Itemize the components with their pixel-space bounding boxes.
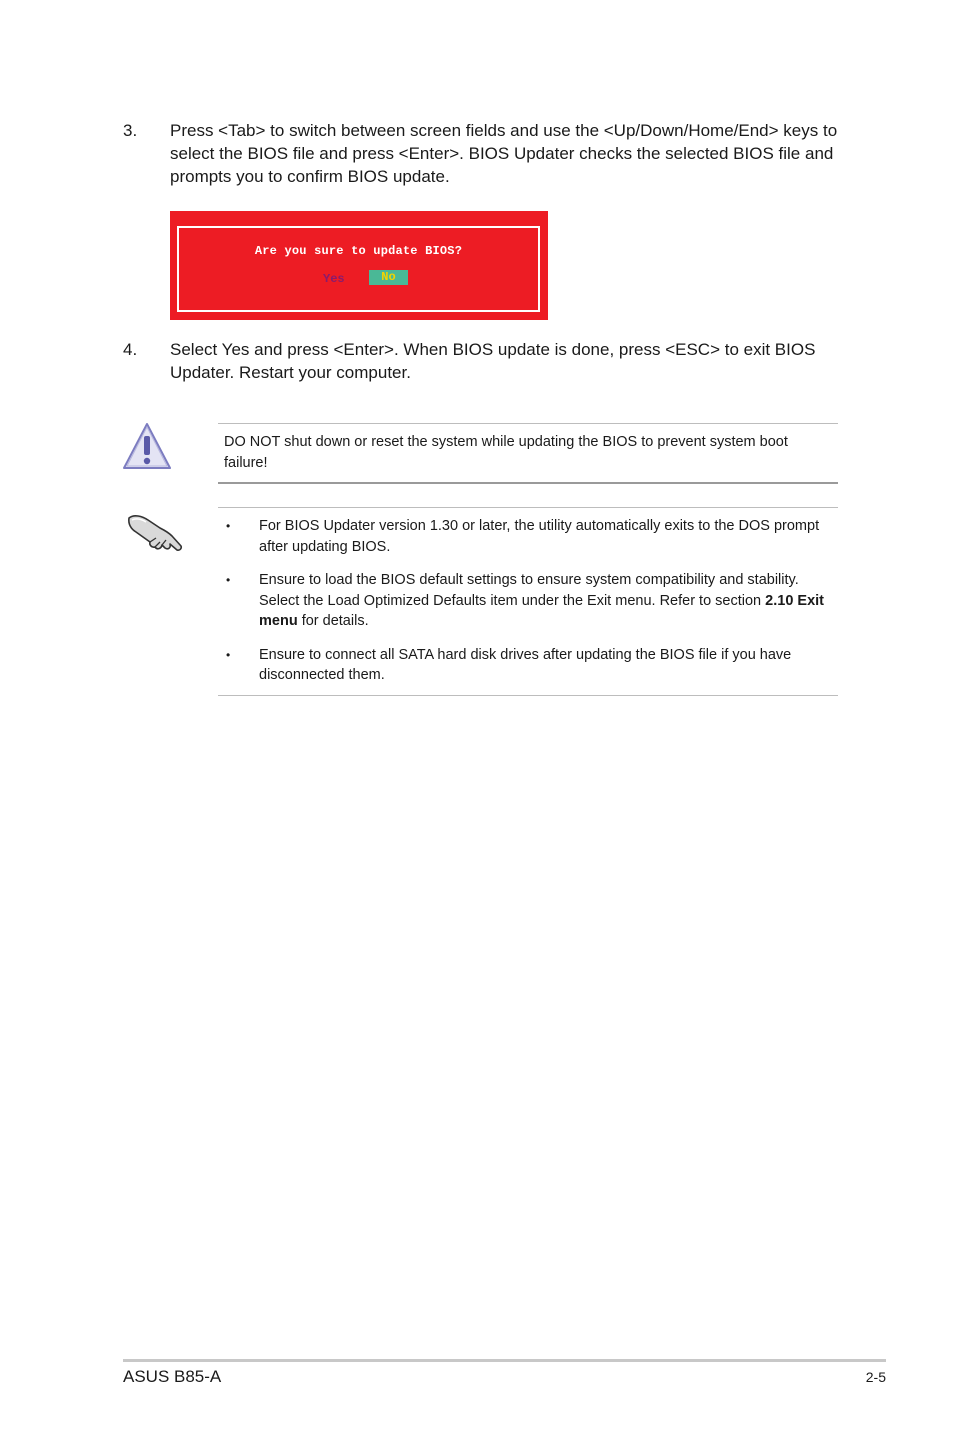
notes-bottom-rule [218, 695, 838, 696]
yes-button[interactable]: Yes [323, 272, 345, 286]
warning-top-rule [218, 423, 838, 424]
no-button[interactable]: No [369, 270, 408, 285]
dialog-question: Are you sure to update BIOS? [254, 244, 463, 258]
section-reference: 2.10 Exit menu [259, 592, 824, 629]
dialog-frame [177, 226, 540, 312]
footer-rule [123, 1359, 886, 1362]
list-item: • Ensure to load the BIOS default settings to ensure system compatibility and stability. Select the Load Optimized Defaults item under the Exit menu. Refer to section 2.10 Exit menu for details. [226, 572, 824, 629]
bullet: • [226, 647, 231, 662]
notes-top-rule [218, 507, 838, 508]
bullet: • [226, 573, 231, 587]
step-text: Press <Tab> to switch between screen fields and use the <Up/Down/Home/End> keys to select the BIOS file and press <Enter>. BIOS Updater checks the selected BIOS file and prompts you to confirm BIOS update. [170, 121, 838, 186]
product-name: ASUS B85-A [123, 1367, 222, 1386]
bios-update-confirm-dialog [170, 211, 548, 320]
step-number: 4. [123, 340, 138, 359]
list-item: • For BIOS Updater version 1.30 or later, the utility automatically exits to the DOS prompt after updating BIOS. [226, 518, 820, 555]
bullet: • [226, 519, 231, 533]
warning-bottom-rule [218, 482, 838, 484]
step-text: Select Yes and press <Enter>. When BIOS update is done, press <ESC> to exit BIOS Updater. Restart your computer. [170, 340, 816, 382]
note-hand-icon [126, 508, 184, 554]
list-item: • Ensure to connect all SATA hard disk drives after updating the BIOS file if you have disconnected them. [226, 646, 792, 683]
warning-triangle-icon [122, 422, 172, 472]
warning-text: DO NOT shut down or reset the system while updating the BIOS to prevent system boot failure! [224, 434, 788, 471]
page-number: 2-5 [865, 1369, 886, 1385]
notes-list [218, 516, 838, 699]
step-number: 3. [123, 121, 138, 140]
